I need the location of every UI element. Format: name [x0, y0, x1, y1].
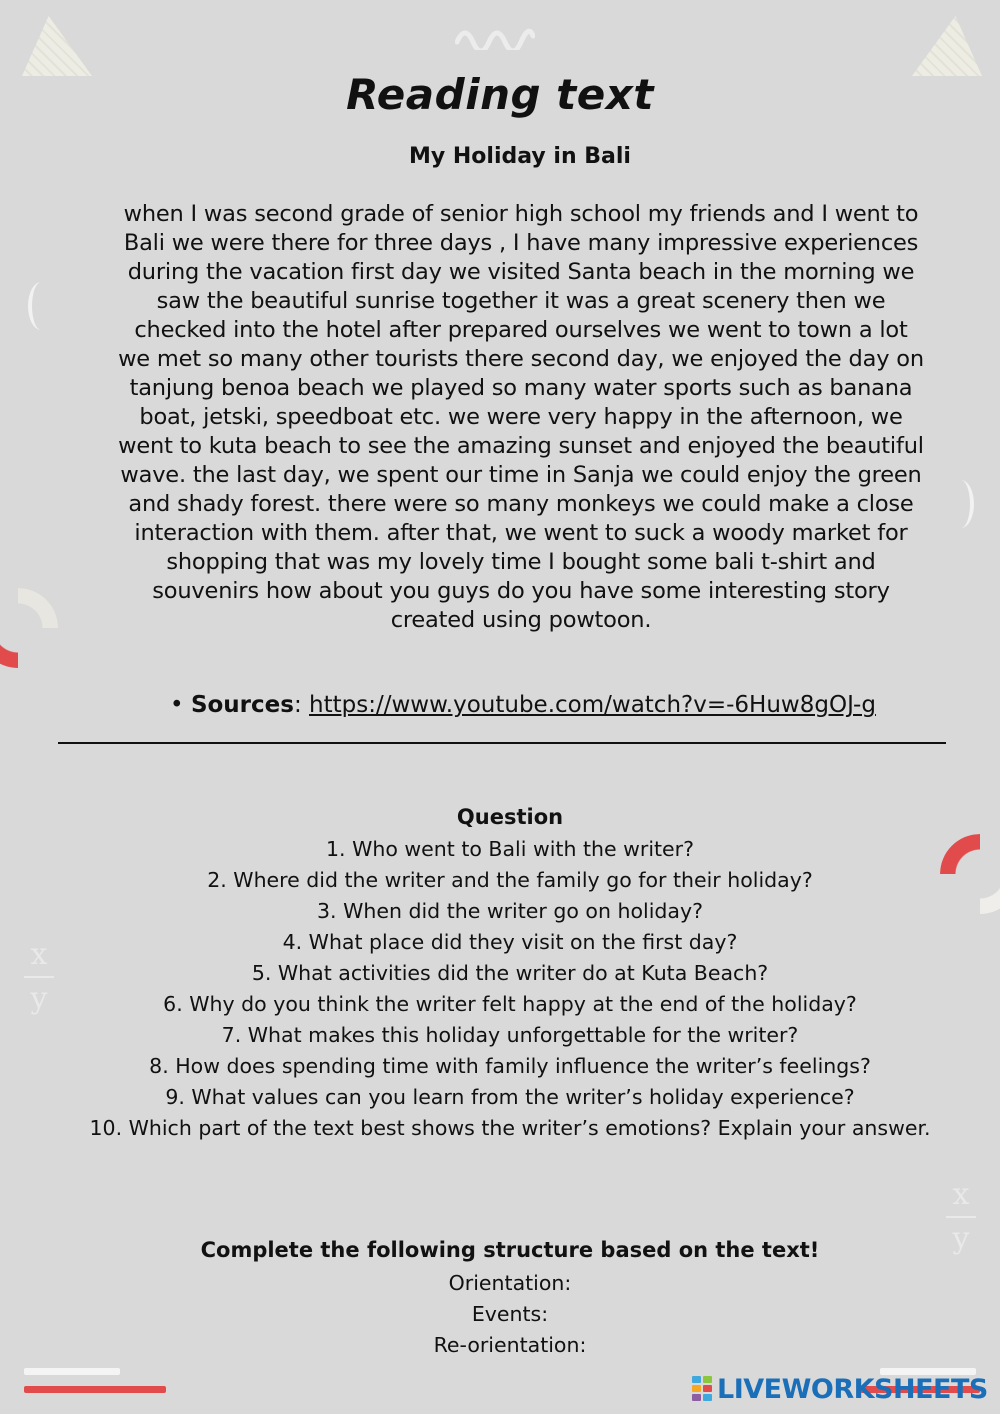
stripe-white-decoration [24, 1368, 120, 1375]
structure-events: Events: [471, 1302, 549, 1326]
structure-list [0, 1268, 1000, 1361]
squiggle-decoration [455, 22, 535, 50]
fraction-left-top: x [30, 937, 48, 972]
fraction-left-bottom: y [30, 981, 48, 1016]
questions-list [0, 834, 1000, 1144]
question-item: 6. Why do you think the writer felt happy at the end of the holiday? [163, 992, 857, 1016]
questions-heading: Question [456, 805, 564, 829]
page-title: Reading text [346, 70, 654, 119]
divider [58, 742, 946, 744]
fraction-right-bottom: y [952, 1221, 970, 1256]
sources-bullet: • [170, 692, 184, 718]
question-item: 9. What values can you learn from the writer’s holiday experience? [165, 1085, 855, 1109]
question-item: 5. What activities did the writer do at Kuta Beach? [251, 961, 769, 985]
liveworksheets-logo[interactable] [692, 1372, 988, 1406]
bracket-left-decoration [28, 282, 54, 330]
bracket-right-decoration [948, 480, 974, 528]
question-item: 4. What place did they visit on the first day? [282, 930, 738, 954]
ring-left-decoration [0, 588, 58, 668]
structure-reorientation: Re-orientation: [433, 1333, 587, 1357]
logo-text: LIVEWORKSHEETS [717, 1373, 988, 1405]
structure-orientation: Orientation: [448, 1271, 572, 1295]
question-item: 7. What makes this holiday unforgettable for the writer? [221, 1023, 799, 1047]
question-item: 1. Who went to Bali with the writer? [326, 837, 694, 861]
sources-label: Sources [190, 692, 294, 718]
corner-triangle-right-decoration [912, 16, 982, 76]
story-text: when I was second grade of senior high school my friends and I went to Bali we were there for three days , I have many impressive experiences during the vacation first day we visited Santa beach in the morning we saw the beautiful sunrise together it was a great scenery then we checked into the hotel after prepared ourselves we went to town a lot we met so many other tourists there second day, we enjoyed the day on tanjung benoa beach we played so many water sports such as banana boat, jetski, speedboat etc. we were very happy in the afternoon, we went to kuta beach to see the amazing sunset and enjoyed the beautiful wave. the last day, we spent our time in Sanja we could enjoy the green and shady forest. there were so many monkeys we could make a close interaction with them. after that, we went to suck a woody market for shopping that was my lovely time I bought some bali t-shirt and souvenirs how about you guys do you have some interesting story created using powtoon. [118, 201, 924, 633]
sources-separator: : [293, 692, 302, 718]
corner-triangle-left-decoration [22, 16, 92, 76]
sources-line [0, 692, 1000, 718]
logo-mark-icon [692, 1376, 714, 1402]
sources-link[interactable]: https://www.youtube.com/watch?v=-6Huw8gOJ-g [309, 692, 876, 718]
story-title: My Holiday in Bali [409, 144, 631, 169]
stripe-red-decoration [24, 1386, 166, 1393]
structure-heading: Complete the following structure based on the text! [200, 1238, 820, 1262]
fraction-right-top: x [952, 1177, 970, 1212]
question-item: 10. Which part of the text best shows the writer’s emotions? Explain your answer. [89, 1116, 931, 1140]
question-item: 8. How does spending time with family influence the writer’s feelings? [149, 1054, 871, 1078]
question-item: 2. Where did the writer and the family go for their holiday? [207, 868, 813, 892]
question-item: 3. When did the writer go on holiday? [317, 899, 703, 923]
